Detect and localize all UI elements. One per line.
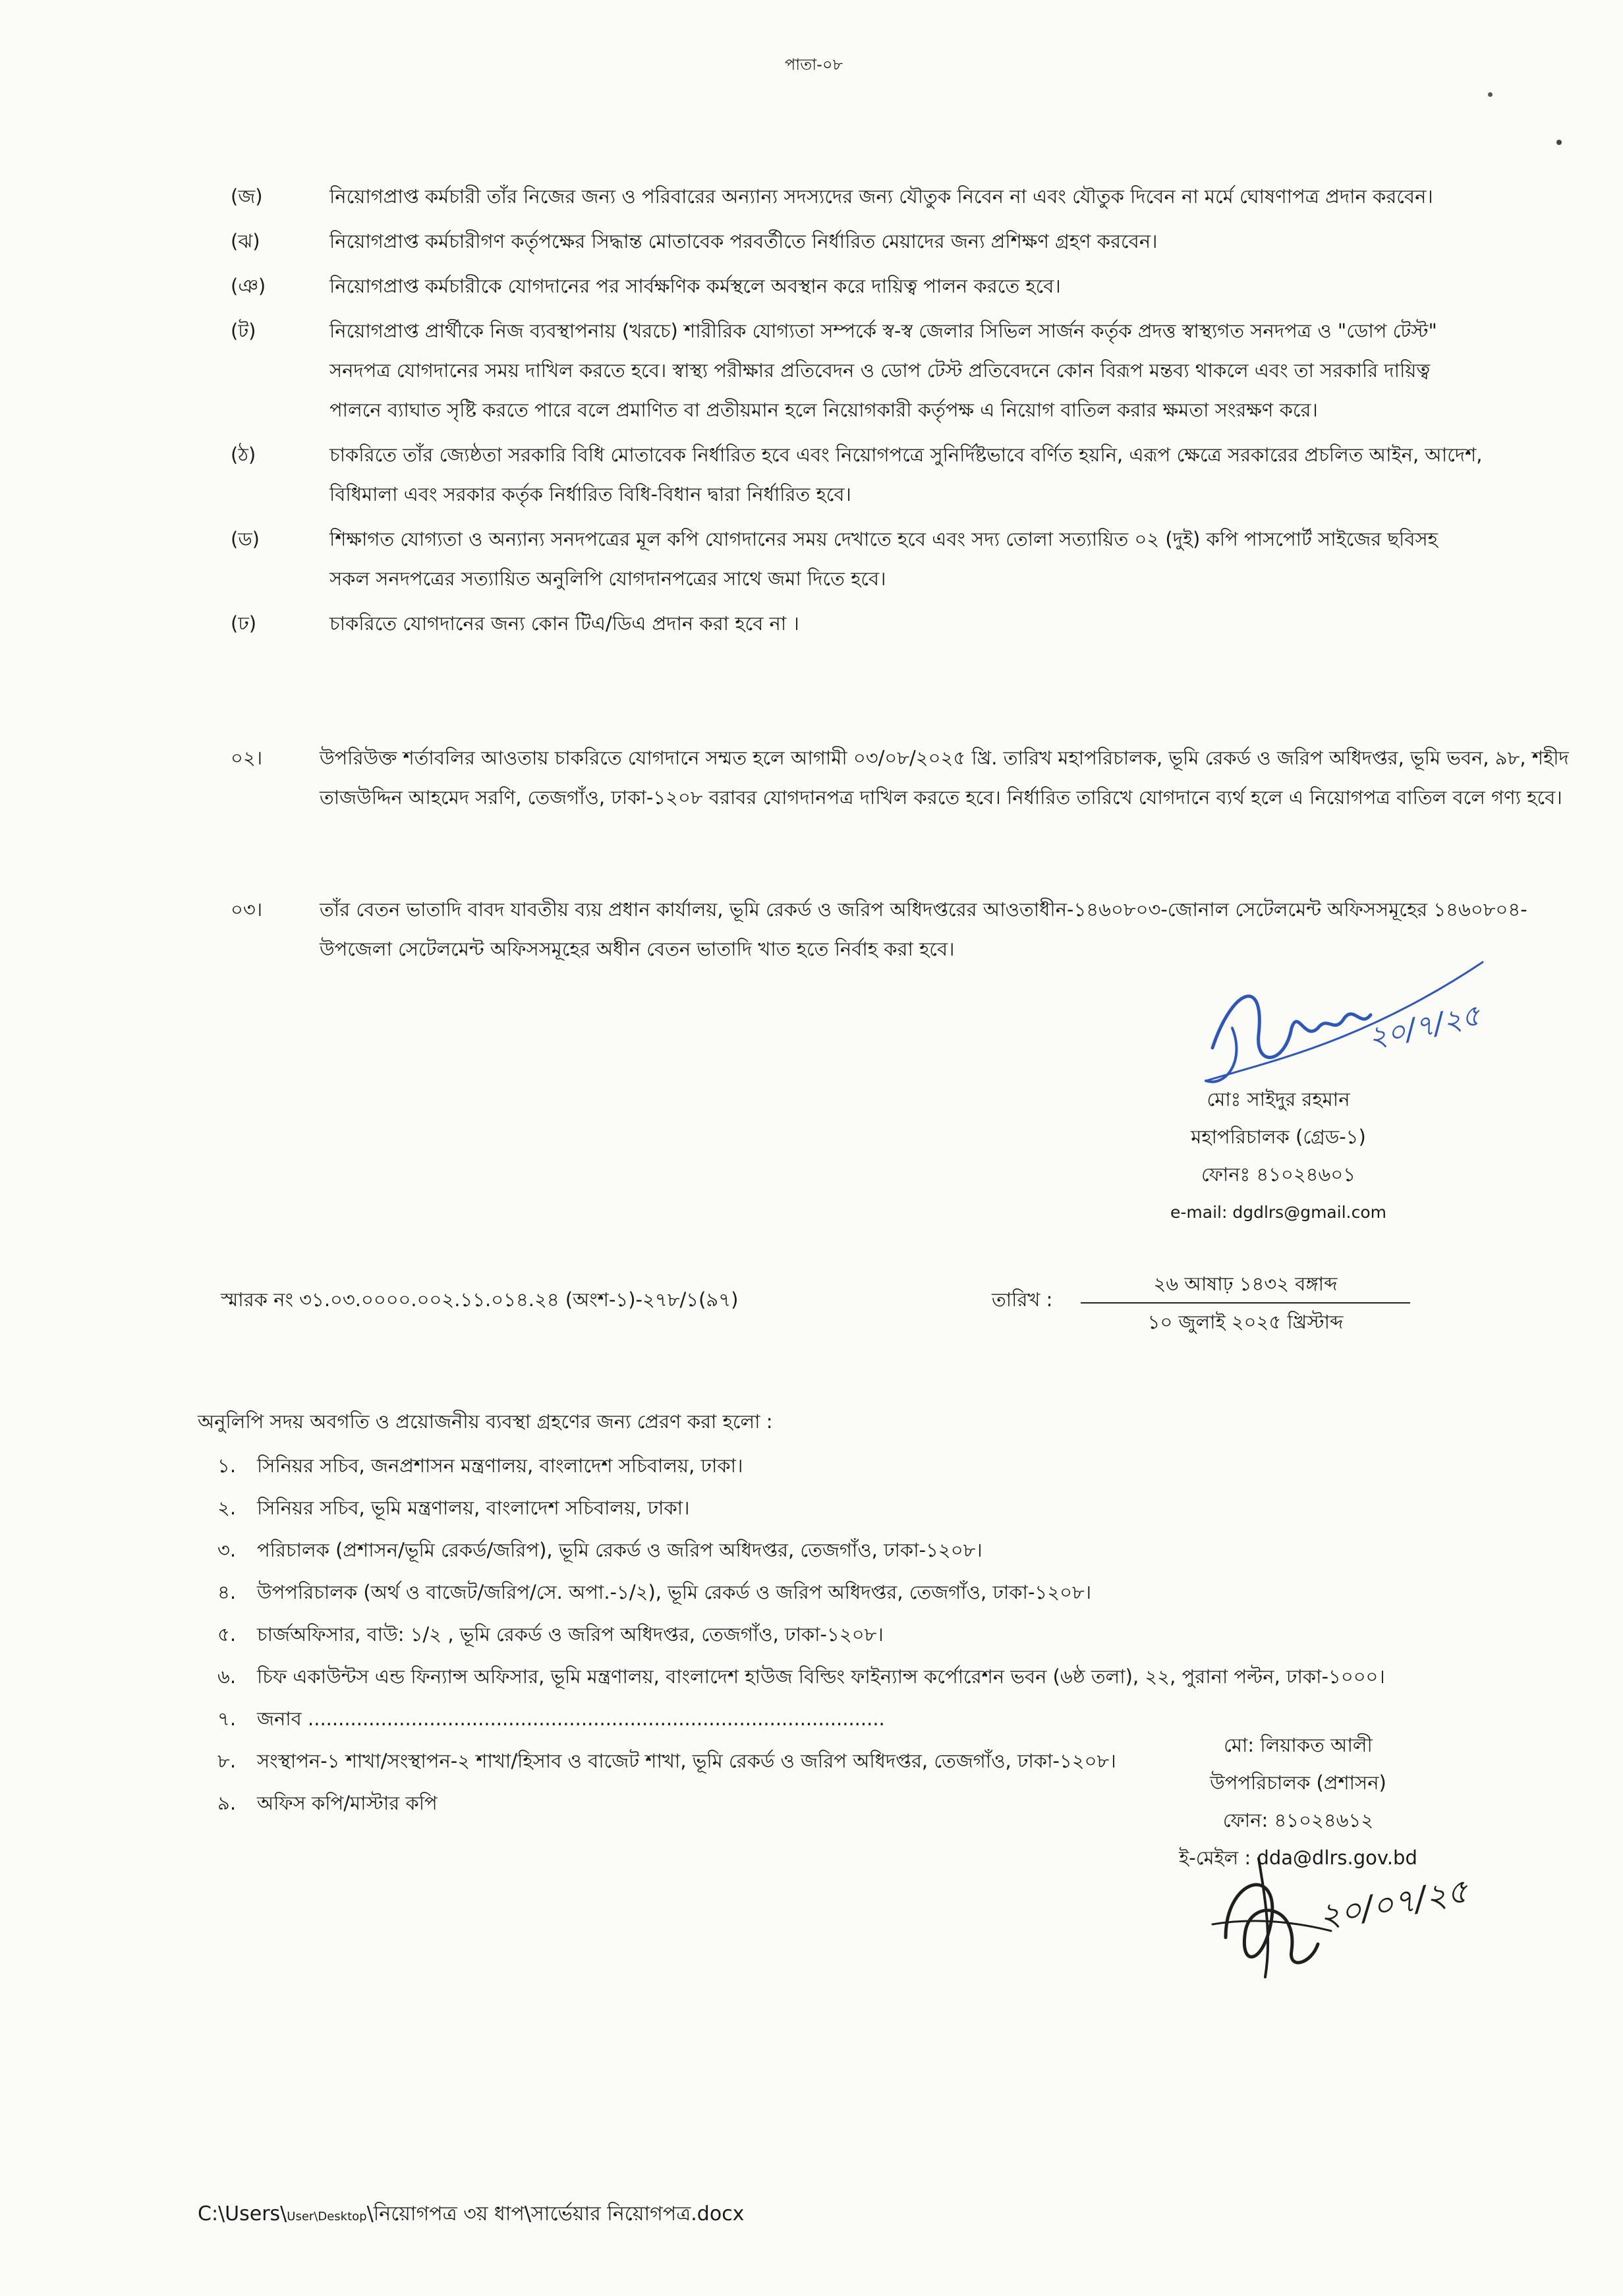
copy-marker: ১. [217, 1454, 237, 1477]
copy-text: চিফ একাউন্টস এন্ড ফিন্যান্স অফিসার, ভূমি মন্ত্রণালয়, বাংলাদেশ হাউজ বিল্ডিং ফাইন্যান্স কর্পোরেশন ভবন (৬ষ্ঠ তলা), ২২, পুরানা পল্টন, ঢাকা-১০০০। [257, 1665, 1385, 1688]
clause-text: উপরিউক্ত শর্তাবলির আওতায় চাকরিতে যোগদানে সম্মত হলে আগামী ০৩/০৮/২০২৫ খ্রি. তারিখ মহাপরিচালক, ভূমি রেকর্ড ও জরিপ অধিদপ্তর, ভূমি ভবন, ৯৮, শহীদ তাজউদ্দিন আহমেদ সরণি, তেজগাঁও, ঢাকা-১২০৮ বরাবর যোগদানপত্র দাখিল করতে হবে। নির্ধারিত তারিখে যোগদানে ব্যর্থ হলে এ নিয়োগপত্র বাতিল বলে গণ্য হবে। [320, 747, 1569, 809]
copy-text: পরিচালক (প্রশাসন/ভূমি রেকর্ড/জরিপ), ভূমি রেকর্ড ও জরিপ অধিদপ্তর, তেজগাঁও, ঢাকা-১২০৮। [257, 1539, 982, 1561]
copy-text: সিনিয়র সচিব, ভূমি মন্ত্রণালয়, বাংলাদেশ সচিবালয়, ঢাকা। [257, 1497, 690, 1519]
svg-text:২০/০৭/২৫: ২০/০৭/২৫ [1316, 1871, 1471, 1936]
page-number: পাতা-০৮ [784, 55, 843, 74]
clause-marker: ০২। [231, 747, 263, 769]
copy-item [217, 1447, 1509, 1485]
condition-text: নিয়োগপ্রাপ্ত কর্মচারী তাঁর নিজের জন্য ও পরিবারের অন্যান্য সদস্যদের জন্য যৌতুক নিবেন না এবং যৌতুক দিবেন না মর্মে ঘোষণাপত্র প্রদান করবেন। [329, 185, 1433, 208]
condition-marker: (ঠ) [231, 444, 256, 466]
memo-number: স্মারক নং ৩১.০৩.০০০০.০০২.১১.০১৪.২৪ (অংশ-১)-২৭৮/১(৯৭) [221, 1288, 739, 1311]
date-gregorian: ১০ জুলাই ২০২৫ খ্রিস্টাব্দ [1147, 1311, 1344, 1333]
signatory-name: মোঃ সাইদুর রহমান [1207, 1088, 1350, 1110]
copy-text: উপপরিচালক (অর্থ ও বাজেট/জরিপ/সে. অপা.-১/২), ভূমি রেকর্ড ও জরিপ অধিদপ্তর, তেজগাঁও, ঢাকা-১২০৮। [257, 1581, 1092, 1603]
condition-item [231, 519, 1483, 598]
condition-item [231, 177, 1483, 216]
copy-marker: ৯. [217, 1792, 237, 1814]
date-label: তারিখ : [992, 1288, 1053, 1311]
copy-item [217, 1489, 1509, 1527]
copy-marker: ৬. [217, 1665, 237, 1688]
signatory-block-2 [1127, 1727, 1469, 1877]
signatory-email: ই-মেইল : dda@dlrs.gov.bd [1179, 1847, 1417, 1869]
condition-marker: (ঢ) [231, 612, 257, 635]
condition-text: শিক্ষাগত যোগ্যতা ও অন্যান্য সনদপত্রের মূল কপি যোগদানের সময় দেখাতে হবে এবং সদ্য তোলা সত্যায়িত ০২ (দুই) কপি পাসপোর্ট সাইজের ছবিসহ সকল সনদপত্রের সত্যায়িত অনুলিপি যোগদানপত্রের সাথে জমা দিতে হবে। [329, 528, 1438, 590]
copy-item [217, 1531, 1509, 1569]
copy-text: সিনিয়র সচিব, জনপ্রশাসন মন্ত্রণালয়, বাংলাদেশ সচিবালয়, ঢাকা। [257, 1454, 743, 1477]
copy-item [217, 1615, 1509, 1653]
copy-item [217, 1657, 1509, 1696]
conditions-list [231, 177, 1483, 648]
scan-dot [1556, 140, 1562, 145]
file-path-prefix: C:\Users\ [198, 2202, 287, 2225]
copy-marker: ৮. [217, 1750, 237, 1772]
file-path-user: User\Desktop [287, 2210, 367, 2224]
signatory-email: e-mail: dgdlrs@gmail.com [1170, 1203, 1386, 1222]
condition-item [231, 221, 1483, 261]
condition-marker: (ড) [231, 528, 260, 550]
copy-marker: ২. [217, 1497, 237, 1519]
signatory-name: মো: লিয়াকত আলী [1224, 1734, 1373, 1756]
copy-text: সংস্থাপন-১ শাখা/সংস্থাপন-২ শাখা/হিসাব ও বাজেট শাখা, ভূমি রেকর্ড ও জরিপ অধিদপ্তর, তেজগাঁও, ঢাকা-১২০৮। [257, 1750, 1116, 1772]
file-path-footer [198, 2198, 744, 2231]
condition-marker: (ঞ) [231, 275, 266, 297]
signatory-designation: উপপরিচালক (প্রশাসন) [1210, 1771, 1386, 1794]
condition-item [231, 435, 1483, 514]
copy-marker: ৪. [217, 1581, 237, 1603]
condition-text: চাকরিতে যোগদানের জন্য কোন টিএ/ডিএ প্রদান করা হবে না । [329, 612, 799, 635]
condition-marker: (ঝ) [231, 230, 260, 252]
copy-text: অফিস কপি/মাস্টার কপি [257, 1792, 438, 1814]
condition-text: চাকরিতে তাঁর জ্যেষ্ঠতা সরকারি বিধি মোতাবেক নির্ধারিত হবে এবং নিয়োগপত্রে সুনির্দিষ্টভাবে বর্ণিত হয়নি, এরূপ ক্ষেত্রে সরকারের প্রচলিত আইন, আদেশ, বিধিমালা এবং সরকার কর্তৃক নির্ধারিত বিধি-বিধান দ্বারা নির্ধারিত হবে। [329, 444, 1483, 505]
clause-marker: ০৩। [231, 898, 263, 921]
copy-marker: ৫. [217, 1623, 237, 1646]
signatory-phone: ফোনঃ ৪১০২৪৬০১ [1201, 1163, 1356, 1186]
svg-text:২০/৭/২৫: ২০/৭/২৫ [1365, 998, 1484, 1055]
date-box [1081, 1265, 1410, 1340]
clause-item [231, 890, 1578, 969]
date-bangla: ২৬ আষাঢ় ১৪৩২ বঙ্গাব্দ [1081, 1265, 1410, 1304]
copy-text: জনাব ............................................................................................... [257, 1708, 885, 1730]
condition-marker: (ট) [231, 320, 256, 342]
condition-item [231, 266, 1483, 306]
condition-item [231, 311, 1483, 430]
condition-text: নিয়োগপ্রাপ্ত প্রার্থীকে নিজ ব্যবস্থাপনায় (খরচে) শারীরিক যোগ্যতা সম্পর্কে স্ব-স্ব জেলার সিভিল সার্জন কর্তৃক প্রদত্ত স্বাস্থ্যগত সনদপত্র ও "ডোপ টেস্ট" সনদপত্র যোগদানের সময় দাখিল করতে হবে। স্বাস্থ্য পরীক্ষার প্রতিবেদন ও ডোপ টেস্ট প্রতিবেদনে কোন বিরূপ মন্তব্য থাকলে এবং তা সরকারি দায়িত্ব পালনে ব্যাঘাত সৃষ্টি করতে পারে বলে প্রমাণিত বা প্রতীয়মান হলে নিয়োগকারী কর্তৃপক্ষ এ নিয়োগ বাতিল করার ক্ষমতা সংরক্ষণ করে। [329, 320, 1437, 421]
copy-item [217, 1573, 1509, 1611]
file-path-suffix: \নিয়োগপত্র ৩য় ধাপ\সার্ভেয়ার নিয়োগপত্র.docx [366, 2202, 745, 2225]
copy-marker: ৩. [217, 1539, 237, 1561]
signatory-block-1 [1114, 1081, 1443, 1231]
copy-text: চার্জঅফিসার, বাউ: ১/২ , ভূমি রেকর্ড ও জরিপ অধিদপ্তর, তেজগাঁও, ঢাকা-১২০৮। [257, 1623, 884, 1646]
clause-text: তাঁর বেতন ভাতাদি বাবদ যাবতীয় ব্যয় প্রধান কার্যালয়, ভূমি রেকর্ড ও জরিপ অধিদপ্তরের আওতাধীন-১৪৬০৮০৩-জোনাল সেটেলমেন্ট অফিসসমূহের ১৪৬০৮০৪-উপজেলা সেটেলমেন্ট অফিসসমূহের অধীন বেতন ভাতাদি খাত হতে নির্বাহ করা হবে। [320, 898, 1527, 960]
signatory-phone: ফোন: ৪১০২৪৬১২ [1222, 1809, 1374, 1831]
condition-marker: (জ) [231, 185, 263, 208]
copy-intro: অনুলিপি সদয় অবগতি ও প্রয়োজনীয় ব্যবস্থা গ্রহণের জন্য প্রেরণ করা হলো : [198, 1410, 773, 1433]
copy-marker: ৭. [217, 1708, 237, 1730]
condition-text: নিয়োগপ্রাপ্ত কর্মচারীগণ কর্তৃপক্ষের সিদ্ধান্ত মোতাবেক পরবর্তীতে নির্ধারিত মেয়াদের জন্য প্রশিক্ষণ গ্রহণ করবেন। [329, 230, 1158, 252]
scan-dot [1488, 92, 1493, 97]
signatory-designation: মহাপরিচালক (গ্রেড-১) [1191, 1126, 1366, 1148]
condition-item [231, 604, 1483, 643]
condition-text: নিয়োগপ্রাপ্ত কর্মচারীকে যোগদানের পর সার্বক্ষণিক কর্মস্থলে অবস্থান করে দায়িত্ব পালন করতে হবে। [329, 275, 1061, 297]
clause-item [231, 738, 1578, 817]
